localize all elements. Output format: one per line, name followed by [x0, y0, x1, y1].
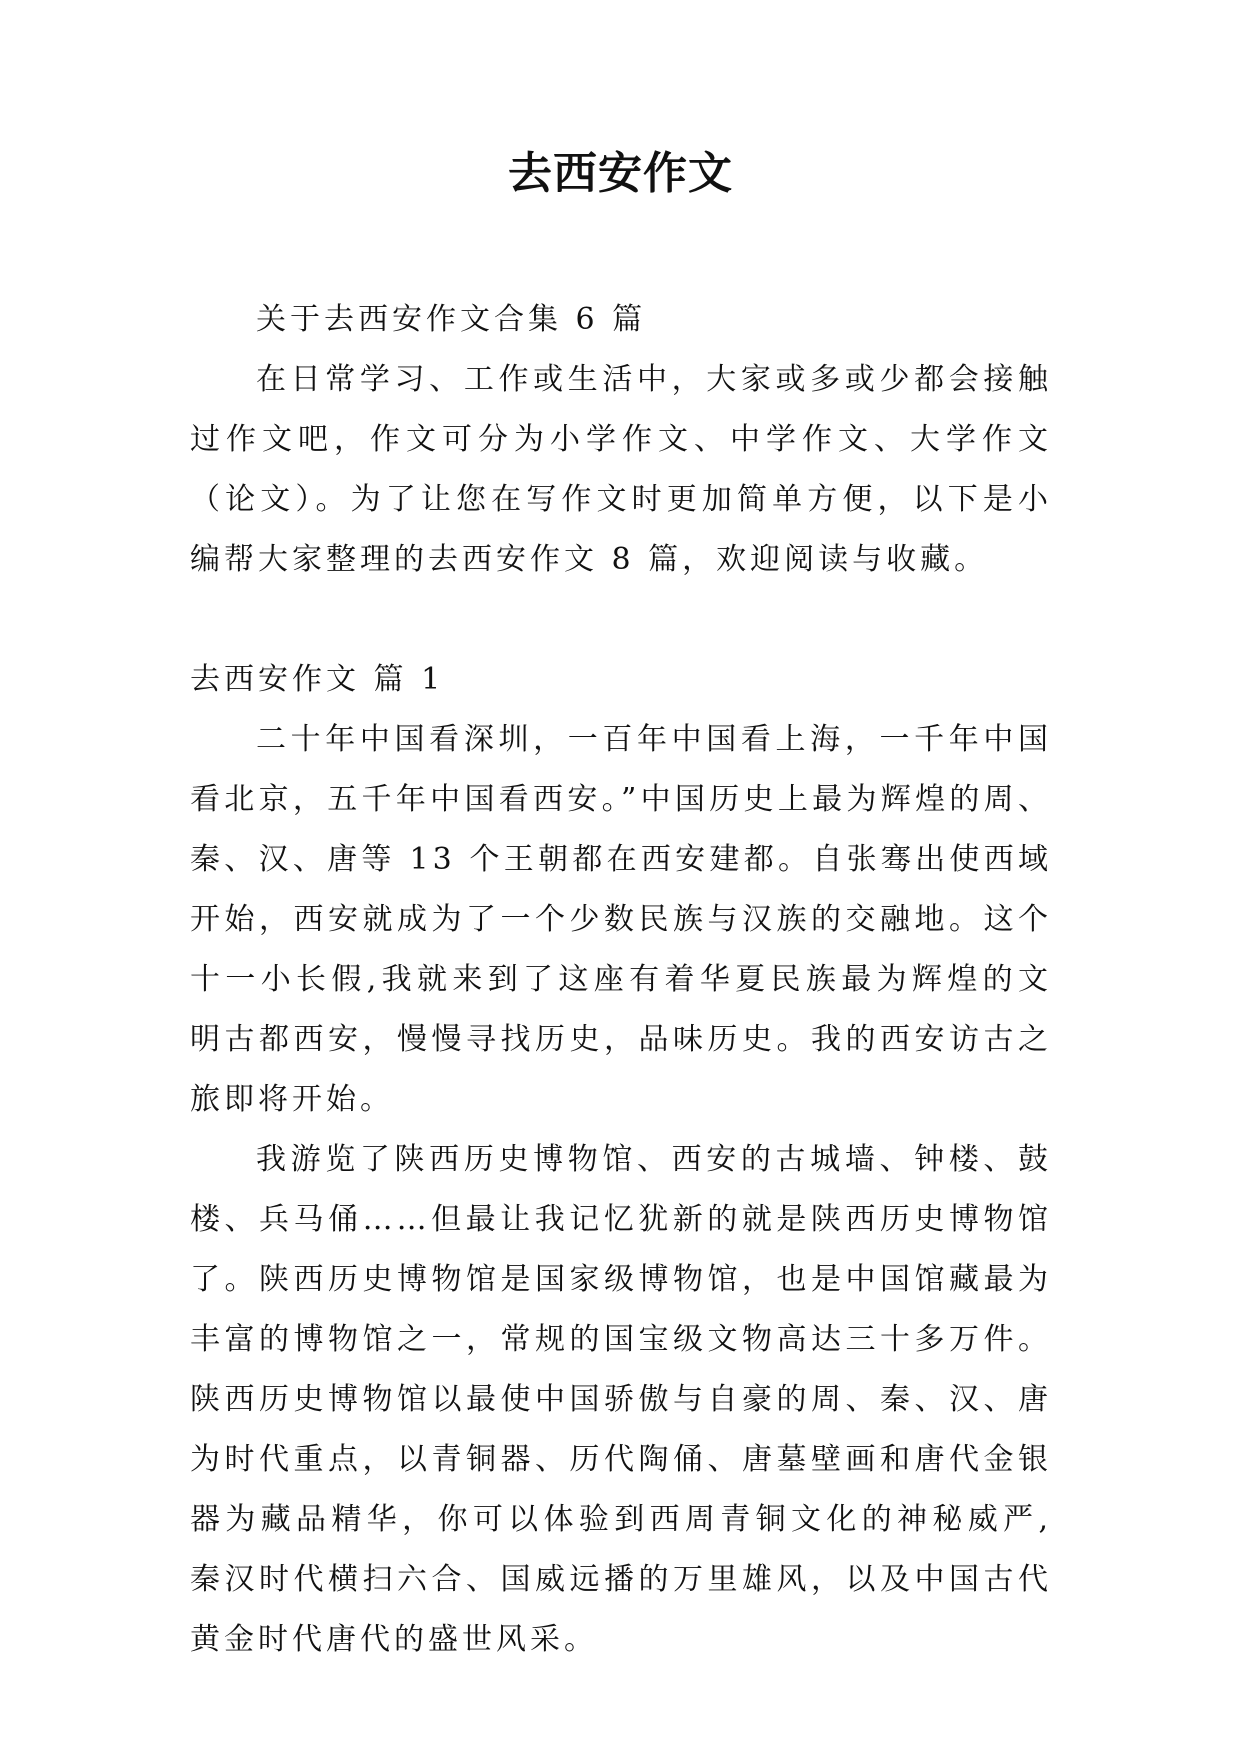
section-paragraph: 我游览了陕西历史博物馆、西安的古城墙、钟楼、鼓楼、兵马俑……但最让我记忆犹新的就是陕西历史博物馆了。陕西历史博物馆是国家级博物馆，也是中国馆藏最为丰富的博物馆之一，常规的国宝级文物高达三十多万件。陕西历史博物馆以最使中国骄傲与自豪的周、秦、汉、唐为时代重点，以青铜器、历代陶俑、唐墓壁画和唐代金银器为藏品精华，你可以体验到西周青铜文化的神秘威严,秦汉时代横扫六合、国威远播的万里雄风，以及中国古代黄金时代唐代的盛世风采。	[190, 1142, 1052, 1657]
intro-paragraph: 在日常学习、工作或生活中，大家或多或少都会接触过作文吧，作文可分为小学作文、中学作文、大学作文（论文）。为了让您在写作文时更加简单方便，以下是小编帮大家整理的去西安作文 8 篇，欢迎阅读与收藏。	[190, 362, 1052, 577]
document-body	[190, 290, 1052, 1670]
document-subtitle: 关于去西安作文合集 6 篇	[256, 302, 647, 337]
document-title: 去西安作文	[508, 148, 733, 199]
section-heading: 去西安作文 篇 1	[190, 662, 445, 697]
section-paragraph: 二十年中国看深圳，一百年中国看上海，一千年中国看北京，五千年中国看西安。”中国历史上最为辉煌的周、秦、汉、唐等 13 个王朝都在西安建都。自张骞出使西域开始，西安就成为了一个少数民族与汉族的交融地。这个十一小长假,我就来到了这座有着华夏民族最为辉煌的文明古都西安，慢慢寻找历史，品味历史。我的西安访古之旅即将开始。	[190, 722, 1052, 1117]
